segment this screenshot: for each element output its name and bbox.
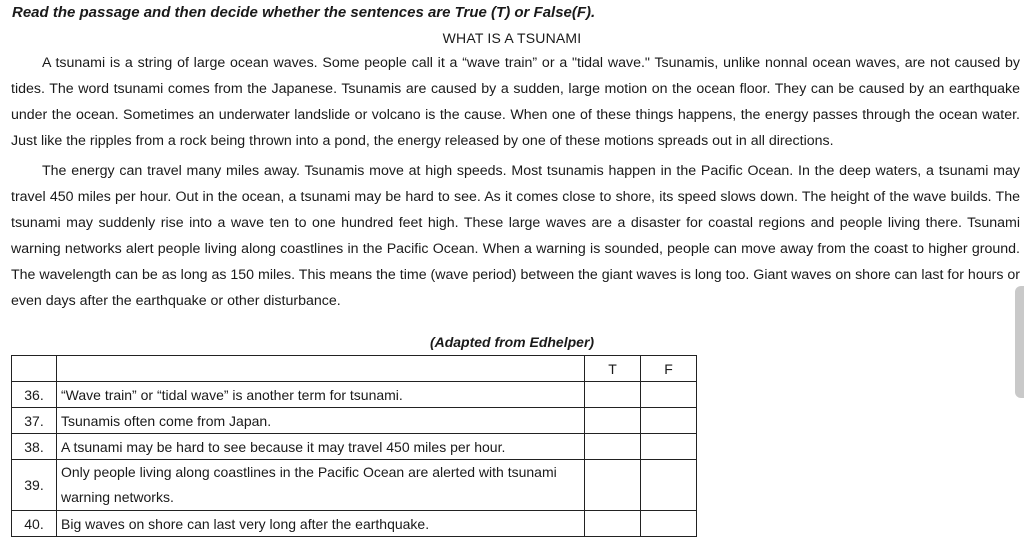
source-note: (Adapted from Edhelper): [429, 334, 595, 350]
paragraph-2: The energy can travel many miles away. Tsunamis move at high speeds. Most tsunamis happen in the Pacific Ocean. In the deep waters, a tsunami may travel 450 miles per hour. Out in the ocean, a tsunami may be hard to see. As it comes close to shore, its speed slows down. The height of the wave builds. The tsunami may suddenly rise into a wave ten to one hundred feet high. These large waves are a disaster for coastal regions and people living there. Tsunami warning networks alert people living along coastlines in the Pacific Ocean. When a warning is sounded, people can move away from the coast to higher ground. The wavelength can be as long as 150 miles. This means the time (wave period) between the giant waves is long too. Giant waves on shore can last for hours or even days after the earthquake or other disturbance.: [11, 163, 1020, 309]
question-statement: Tsunamis often come from Japan.: [57, 408, 585, 434]
table-row: [12, 382, 697, 408]
answer-true-cell[interactable]: [585, 434, 641, 460]
answer-false-cell[interactable]: [641, 434, 697, 460]
passage-title: WHAT IS A TSUNAMI: [442, 30, 582, 46]
answer-false-cell[interactable]: [641, 460, 697, 511]
header-number-cell: [12, 356, 57, 382]
question-number: 36.: [12, 382, 57, 408]
table-row: [12, 460, 697, 511]
question-number: 38.: [12, 434, 57, 460]
header-true: T: [585, 356, 641, 382]
question-statement: Only people living along coastlines in the Pacific Ocean are alerted with tsunami warning networks.: [57, 460, 585, 511]
question-statement: Big waves on shore can last very long after the earthquake.: [57, 511, 585, 537]
header-statement-cell: [57, 356, 585, 382]
question-statement: A tsunami may be hard to see because it may travel 450 miles per hour.: [57, 434, 585, 460]
passage: [11, 50, 1020, 314]
instruction-text: Read the passage and then decide whether the sentences are True (T) or False(F).: [12, 4, 596, 21]
question-statement: “Wave train” or “tidal wave” is another term for tsunami.: [57, 382, 585, 408]
answer-true-cell[interactable]: [585, 511, 641, 537]
true-false-table: [11, 355, 697, 537]
answer-false-cell[interactable]: [641, 408, 697, 434]
question-number: 39.: [12, 460, 57, 511]
table-row: [12, 511, 697, 537]
answer-false-cell[interactable]: [641, 511, 697, 537]
paragraph-1: A tsunami is a string of large ocean waves. Some people call it a “wave train” or a "tidal wave." Tsunamis, unlike nonnal ocean waves, are not caused by tides. The word tsunami comes from the Japanese. Tsunamis are caused by a sudden, large motion on the ocean floor. They can be caused by an earthquake under the ocean. Sometimes an underwater landslide or volcano is the cause. When one of these things happens, the energy passes through the ocean water. Just like the ripples from a rock being thrown into a pond, the energy released by one of these motions spreads out in all directions.: [11, 55, 1020, 149]
scrollbar-thumb[interactable]: [1015, 286, 1024, 398]
table-row: [12, 434, 697, 460]
table-header-row: [12, 356, 697, 382]
table-row: [12, 408, 697, 434]
answer-false-cell[interactable]: [641, 382, 697, 408]
question-number: 37.: [12, 408, 57, 434]
answer-true-cell[interactable]: [585, 408, 641, 434]
answer-true-cell[interactable]: [585, 460, 641, 511]
answer-true-cell[interactable]: [585, 382, 641, 408]
question-number: 40.: [12, 511, 57, 537]
header-false: F: [641, 356, 697, 382]
